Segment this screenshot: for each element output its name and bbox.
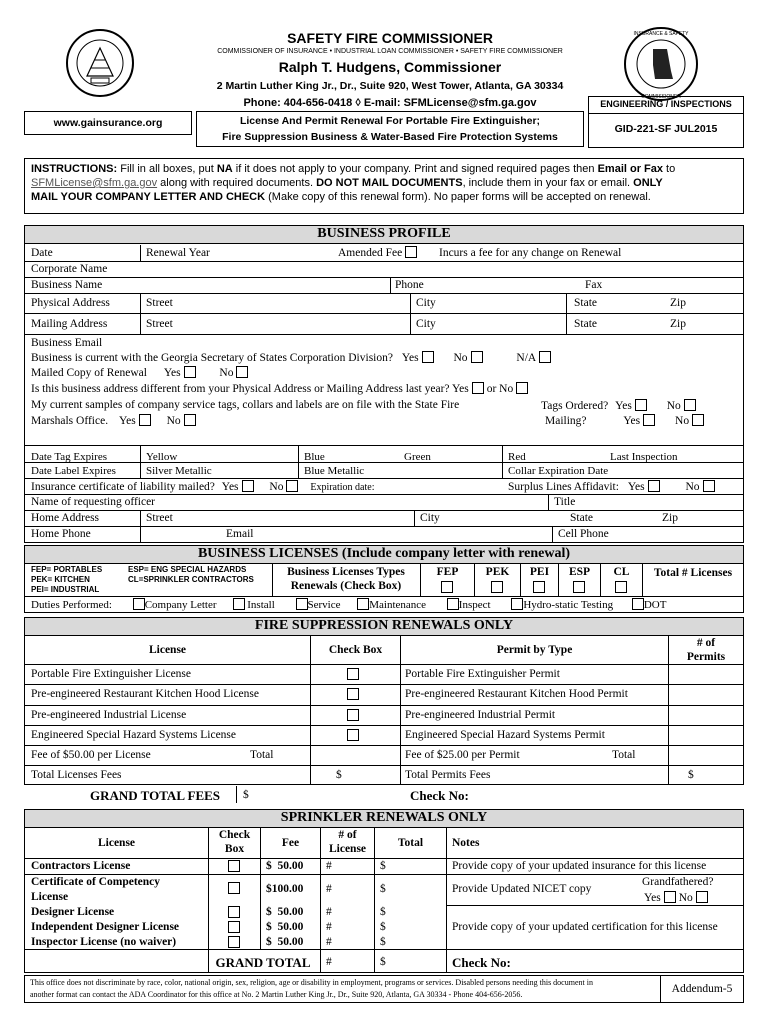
suppression-col-check: Check Box [328, 644, 383, 656]
maintenance-checkbox[interactable] [357, 598, 369, 610]
code-fep: FEP [436, 566, 459, 578]
dept-label: ENGINEERING / INSPECTIONS [589, 99, 743, 114]
suppression-permit-4: Engineered Special Hazard Systems Permit [405, 729, 605, 741]
sprinkler-checkbox-3[interactable] [228, 906, 240, 918]
instructions-text: (Make copy of this renewal form). No paper forms will be accepted on renewal. [265, 191, 651, 203]
total-licenses-label: Total # Licenses [653, 567, 733, 579]
collar-expiration-label: Collar Expiration Date [508, 465, 609, 477]
num-hash-5: # [326, 936, 332, 948]
sprinkler-license-5: Inspector License (no waiver) [31, 936, 177, 948]
sprinkler-fee-2: $100.00 [266, 883, 304, 895]
city-label: City [420, 512, 440, 524]
sprinkler-col-license: License [97, 837, 136, 849]
fire-suppression-heading: FIRE SUPPRESSION RENEWALS ONLY [24, 617, 744, 636]
legend-pei: PEI= INDUSTRIAL [31, 585, 100, 594]
mailing-row [545, 414, 707, 427]
sprinkler-col-num-1: # of [338, 829, 357, 841]
sprinkler-license-2: Certificate of Competency [31, 876, 160, 888]
no-label: No [675, 415, 690, 427]
inspect-label: Inspect [458, 599, 491, 611]
inspect-checkbox[interactable] [447, 598, 459, 610]
grandfathered-options [644, 891, 711, 904]
total-license-fees: Total Licenses Fees [31, 769, 122, 781]
mailed-copy-row [31, 366, 251, 379]
insurance-yes-checkbox[interactable] [242, 480, 254, 492]
install-checkbox[interactable] [233, 598, 245, 610]
suppression-license-3: Pre-engineered Industrial License [31, 709, 187, 721]
business-licenses-heading: BUSINESS LICENSES (Include company letter with renewal) [24, 545, 744, 564]
instructions-text: to [663, 163, 676, 175]
maintenance-label: Maintenance [369, 599, 427, 611]
tag-yellow: Yellow [146, 451, 178, 463]
sprinkler-note-3: Provide copy of your updated certification for this license [452, 921, 718, 933]
mailed-yes-checkbox[interactable] [184, 366, 196, 378]
email-label: Email [226, 528, 254, 540]
suppression-license-2: Pre-engineered Restaurant Kitchen Hood License [31, 688, 259, 700]
zip-label: Zip [670, 297, 686, 309]
no-label: No [166, 415, 181, 427]
grandfathered-label: Grandfathered? [642, 876, 714, 888]
form-title-1: License And Permit Renewal For Portable Fire Extinguisher; [239, 115, 541, 127]
svg-text:COMMISSIONER: COMMISSIONER [641, 94, 681, 100]
na-label: N/A [516, 352, 537, 364]
form-id: GID-221-SF JUL2015 [614, 123, 718, 135]
tag-red: Red [508, 451, 526, 463]
fee-per-permit: Fee of $25.00 per Permit [405, 749, 520, 761]
install-label: Install [247, 599, 275, 611]
amended-fee-checkbox[interactable] [405, 246, 417, 258]
duties-row [31, 598, 666, 611]
yes-label: Yes [627, 481, 645, 493]
corporate-name-label: Corporate Name [31, 263, 108, 275]
sprinkler-checkbox-4[interactable] [228, 921, 240, 933]
sprinkler-fee-5: $ 50.00 [266, 936, 304, 948]
sprinkler-fee-3: $ 50.00 [266, 906, 304, 918]
no-label: No [685, 481, 700, 493]
street-label: Street [146, 297, 173, 309]
code-cl: CL [613, 566, 630, 578]
form-title-box [196, 111, 584, 147]
no-label: No [219, 367, 234, 379]
amended-fee-label [338, 246, 420, 259]
commissioner-name: Ralph T. Hudgens, Commissioner [278, 59, 502, 75]
insurance-cert-row [31, 480, 375, 493]
dot-label: DOT [643, 599, 667, 611]
service-checkbox[interactable] [296, 598, 308, 610]
sprinkler-checkbox-5[interactable] [228, 936, 240, 948]
tags-no-checkbox[interactable] [684, 399, 696, 411]
mail-letter-check: MAIL YOUR COMPANY LETTER AND CHECK [31, 191, 266, 203]
tag-blue: Blue [304, 451, 325, 463]
title-label: Title [554, 496, 576, 508]
surplus-row [508, 480, 718, 493]
total-dollar-4: $ [380, 921, 386, 933]
website-box [24, 111, 192, 135]
mailing-yes-checkbox[interactable] [643, 414, 655, 426]
different-yes-checkbox[interactable] [472, 382, 484, 394]
only-text: ONLY [633, 177, 663, 189]
contact-line: Phone: 404-656-0418 ◊ E-mail: SFMLicense@sfm.ga.gov [243, 97, 537, 109]
service-label: Service [307, 599, 341, 611]
instructions-text: along with required documents. [157, 177, 317, 189]
suppression-license-1: Portable Fire Extinguisher License [31, 668, 192, 680]
zip-label: Zip [662, 512, 678, 524]
legend-esp: ESP= ENG SPECIAL HAZARDS [128, 565, 247, 574]
sos-current-question [31, 351, 554, 364]
yes-label: Yes [623, 415, 641, 427]
grand-total-dollar: $ [243, 789, 249, 801]
website-link[interactable]: www.gainsurance.org [53, 117, 163, 129]
yes-label: Yes [401, 352, 419, 364]
incurs-fee-text: Incurs a fee for any change on Renewal [439, 247, 622, 259]
footer-text-1: This office does not discriminate by race, color, national origin, sex, religion, age or disability in employment, programs or services. Disabled persons needing this document in [30, 978, 593, 987]
sprinkler-col-num-2: License [328, 843, 367, 855]
suppression-checkbox-2[interactable] [347, 688, 359, 700]
suppression-license-4: Engineered Special Hazard Systems License [31, 729, 237, 741]
suppression-col-num-1: # of [696, 637, 716, 649]
fee-per-license: Fee of $50.00 per License [31, 749, 151, 761]
surplus-text: Surplus Lines Affidavit: [508, 481, 619, 493]
city-label: City [416, 318, 436, 330]
cl-checkbox[interactable] [615, 581, 627, 593]
tag-green: Green [404, 451, 431, 463]
sfm-email-link[interactable]: SFMLicense@sfm.ga.gov [31, 177, 158, 189]
sprinkler-col-notes: Notes [452, 837, 480, 849]
footer-text-2: another format can contact the ADA Coordinator for this office at No. 2 Martin Luther King Jr., Dr., Suite 920, Atlanta, GA 30334 - Phone 404-656-2056. [30, 990, 523, 999]
no-label: No [666, 400, 681, 412]
different-no-checkbox[interactable] [516, 382, 528, 394]
date-label-expires: Date Label Expires [31, 465, 116, 477]
samples-yes-checkbox[interactable] [139, 414, 151, 426]
sprinkler-col-check-1: Check [218, 829, 251, 841]
svg-text:INSURANCE & SAFETY: INSURANCE & SAFETY [633, 31, 689, 37]
suppression-check-no: Check No: [410, 788, 469, 803]
pek-checkbox[interactable] [491, 581, 503, 593]
total-dollar-5: $ [380, 936, 386, 948]
dot-checkbox[interactable] [632, 598, 644, 610]
fax-label: Fax [585, 279, 603, 291]
mailing-text: Mailing? [545, 415, 587, 427]
company-letter-checkbox[interactable] [133, 598, 145, 610]
grand-total-fees-label: GRAND TOTAL FEES [90, 788, 221, 803]
home-address-label: Home Address [31, 512, 100, 524]
grand-total-hash: # [326, 956, 332, 968]
suppression-checkbox-3[interactable] [347, 709, 359, 721]
yes-label: Yes [163, 367, 181, 379]
grand-total-dollar-sp: $ [380, 956, 386, 968]
yes-label: Yes [221, 481, 239, 493]
business-profile-heading: BUSINESS PROFILE [24, 225, 744, 244]
legend-pek: PEK= KITCHEN [31, 575, 90, 584]
business-email-label: Business Email [31, 337, 103, 349]
date-label: Date [31, 247, 53, 259]
address-different-row [31, 382, 531, 395]
license-fees-dollar: $ [336, 769, 342, 781]
renewal-year-label: Renewal Year [146, 247, 210, 259]
samples-row-2 [31, 414, 199, 427]
instructions-box [24, 158, 744, 214]
no-label: No [678, 892, 693, 904]
requesting-officer-label: Name of requesting officer [31, 496, 156, 508]
sprinkler-note-2: Provide Updated NICET copy [452, 883, 592, 895]
sos-question-text: Business is current with the Georgia Secretary of States Corporation Division? [31, 352, 393, 364]
sprinkler-col-fee: Fee [281, 837, 300, 849]
esp-checkbox[interactable] [573, 581, 585, 593]
sos-yes-checkbox[interactable] [422, 351, 434, 363]
state-label: State [574, 318, 597, 330]
company-letter-label: Company Letter [144, 599, 217, 611]
hydro-checkbox[interactable] [511, 598, 523, 610]
license-total-label: Total [250, 749, 274, 761]
tags-ordered-row [541, 399, 699, 412]
total-dollar-1: $ [380, 860, 386, 872]
address-different-text: Is this business address different from your Physical Address or Mailing Address last year? Yes [31, 383, 469, 395]
permit-fees-dollar: $ [688, 769, 694, 781]
last-inspection-label: Last Inspection [610, 451, 678, 463]
permit-total-label: Total [612, 749, 636, 761]
total-dollar-2: $ [380, 883, 386, 895]
do-not-mail: DO NOT MAIL DOCUMENTS [316, 177, 463, 189]
insurance-seal [622, 25, 700, 103]
hydro-label: Hydro-static Testing [523, 599, 614, 611]
home-phone-label: Home Phone [31, 528, 91, 540]
num-hash-1: # [326, 860, 332, 872]
georgia-seal [65, 28, 135, 98]
grandfathered-no-checkbox[interactable] [696, 891, 708, 903]
yes-label: Yes [615, 400, 632, 412]
state-label: State [574, 297, 597, 309]
or-no-label: or No [486, 383, 514, 395]
suppression-checkbox-1[interactable] [347, 668, 359, 680]
addendum-label: Addendum-5 [671, 983, 733, 995]
legend-fep: FEP= PORTABLES [31, 565, 103, 574]
num-hash-2: # [326, 883, 332, 895]
sprinkler-license-2b: License [31, 891, 69, 903]
no-label: No [269, 481, 284, 493]
instructions-text: , include them in your fax or email. [462, 177, 634, 189]
suppression-col-license: License [148, 644, 187, 656]
agency-address: 2 Martin Luther King Jr., Dr., Suite 920, West Tower, Atlanta, GA 30334 [216, 80, 564, 92]
mailed-no-checkbox[interactable] [236, 366, 248, 378]
fep-checkbox[interactable] [441, 581, 453, 593]
suppression-permit-2: Pre-engineered Restaurant Kitchen Hood Permit [405, 688, 628, 700]
mailing-address-label: Mailing Address [31, 318, 108, 330]
samples-text-2: Marshals Office. [31, 415, 109, 427]
label-blue-metallic: Blue Metallic [304, 465, 365, 477]
city-label: City [416, 297, 436, 309]
date-tag-label: Date Tag Expires [31, 451, 108, 463]
no-label: No [453, 352, 468, 364]
sprinkler-col-check-2: Box [224, 843, 245, 855]
renewals-check-label: Renewals (Check Box) [290, 580, 402, 592]
sprinkler-fee-1: $ 50.00 [266, 860, 304, 872]
expiration-date-label: Expiration date: [310, 482, 375, 493]
instructions-label: INSTRUCTIONS: [31, 163, 118, 175]
num-hash-3: # [326, 906, 332, 918]
mailing-no-checkbox[interactable] [692, 414, 704, 426]
code-pek: PEK [485, 566, 510, 578]
sos-no-checkbox[interactable] [471, 351, 483, 363]
num-hash-4: # [326, 921, 332, 933]
surplus-no-checkbox[interactable] [703, 480, 715, 492]
email-or-fax: Email or Fax [597, 163, 663, 175]
na-text: NA [216, 163, 233, 175]
phone-label: Phone [395, 279, 424, 291]
business-name-label: Business Name [31, 279, 103, 291]
sprinkler-fee-4: $ 50.00 [266, 921, 304, 933]
agency-subtitle: COMMISSIONER OF INSURANCE • INDUSTRIAL LOAN COMMISSIONER • SAFETY FIRE COMMISSIONER [217, 48, 563, 55]
cell-phone-label: Cell Phone [558, 528, 609, 540]
sprinkler-heading: SPRINKLER RENEWALS ONLY [24, 809, 744, 828]
sprinkler-grand-total: GRAND TOTAL [215, 955, 311, 970]
suppression-permit-3: Pre-engineered Industrial Permit [405, 709, 556, 721]
legend-cl: CL=SPRINKLER CONTRACTORS [128, 575, 254, 584]
suppression-col-permit: Permit by Type [496, 644, 573, 656]
surplus-yes-checkbox[interactable] [648, 480, 660, 492]
state-label: State [570, 512, 593, 524]
agency-title: SAFETY FIRE COMMISSIONER [287, 30, 493, 46]
mailed-copy-text: Mailed Copy of Renewal [31, 367, 147, 379]
samples-line-1: My current samples of company service tags, collars and labels are on file with the State Fire [31, 399, 460, 411]
yes-label: Yes [118, 415, 136, 427]
license-types-label: Business Licenses Types [287, 566, 405, 578]
total-dollar-3: $ [380, 906, 386, 918]
sprinkler-checkbox-1[interactable] [228, 860, 240, 872]
samples-no-checkbox[interactable] [184, 414, 196, 426]
tags-ordered-text: Tags Ordered? [541, 400, 609, 412]
code-esp: ESP [568, 566, 591, 578]
sprinkler-col-total: Total [397, 837, 424, 849]
sprinkler-note-1: Provide copy of your updated insurance for this license [452, 860, 707, 872]
sprinkler-checkbox-2[interactable] [228, 882, 240, 894]
sprinkler-license-3: Designer License [31, 906, 115, 918]
suppression-permit-1: Portable Fire Extinguisher Permit [405, 668, 560, 680]
instructions-text: if it does not apply to your company. Print and signed required pages then [232, 163, 598, 175]
label-silver: Silver Metallic [146, 465, 212, 477]
tags-yes-checkbox[interactable] [635, 399, 647, 411]
insurance-cert-text: Insurance certificate of liability mailed? [31, 481, 215, 493]
insurance-no-checkbox[interactable] [286, 480, 298, 492]
suppression-checkbox-4[interactable] [347, 729, 359, 741]
amended-fee-text: Amended Fee [338, 247, 403, 259]
grandfathered-yes-checkbox[interactable] [664, 891, 676, 903]
dept-box [588, 96, 744, 148]
code-pei: PEI [529, 566, 550, 578]
suppression-col-num-2: Permits [686, 651, 726, 663]
sprinkler-license-4: Independent Designer License [31, 921, 180, 933]
zip-label: Zip [670, 318, 686, 330]
physical-address-label: Physical Address [31, 297, 110, 309]
street-label: Street [146, 318, 173, 330]
form-title-2: Fire Suppression Business & Water-Based Fire Protection Systems [222, 131, 558, 143]
total-permit-fees: Total Permits Fees [405, 769, 491, 781]
instructions-text: Fill in all boxes, put [117, 163, 217, 175]
pei-checkbox[interactable] [533, 581, 545, 593]
yes-label: Yes [644, 892, 661, 904]
duties-label: Duties Performed: [31, 599, 112, 611]
sprinkler-check-no: Check No: [452, 955, 511, 970]
street-label: Street [146, 512, 173, 524]
sos-na-checkbox[interactable] [539, 351, 551, 363]
sprinkler-license-1: Contractors License [31, 860, 131, 872]
